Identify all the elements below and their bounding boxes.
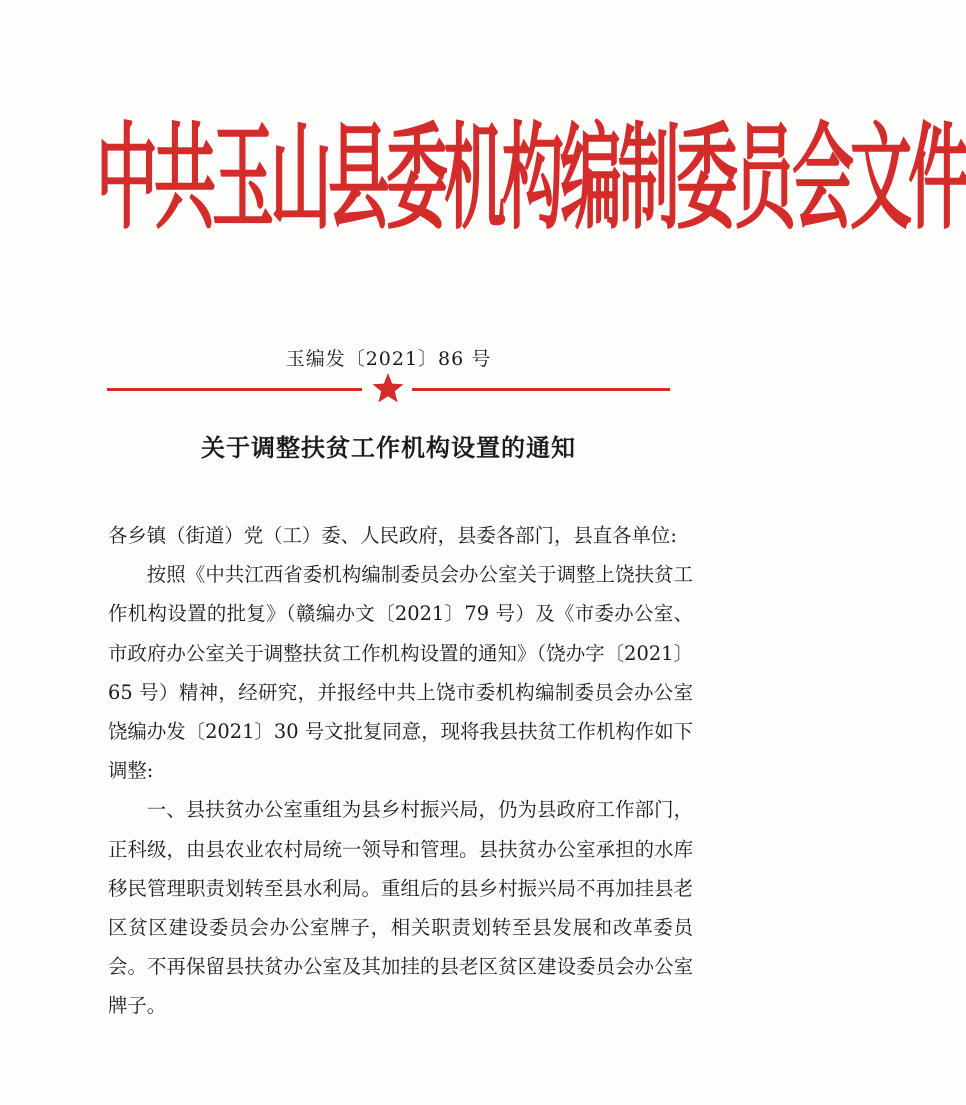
red-divider-right [412, 388, 670, 391]
star-icon [372, 372, 404, 404]
document-number: 玉编发〔2021〕86 号 [285, 348, 492, 370]
paragraph-1: 按照《中共江西省委机构编制委员会办公室关于调整上饶扶贫工作机构设置的批复》（赣编办文〔2021〕79 号）及《市委办公室、市政府办公室关于调整扶贫工作机构设置的通知》（饶办字〔2021〕65 号）精神，经研究，并报经中共上饶市委机构编制委员会办公室饶编办发〔2021〕30 号文批复同意，现将我县扶贫工作机构作如下调整: [108, 563, 693, 783]
paragraph-2: 一、县扶贫办公室重组为县乡村振兴局，仍为县政府工作部门，正科级，由县农业农村局统一领导和管理。县扶贫办公室承担的水库移民管理职责划转至县水利局。重组后的县乡村振兴局不再加挂县老区贫区建设委员会办公室牌子，相关职责划转至县发展和改革委员会。不再保留县扶贫办公室及其加挂的县老区贫区建设委员会办公室牌子。 [108, 798, 693, 1018]
document-body [108, 516, 693, 1026]
addressee: 各乡镇（街道）党（工）委、人民政府，县委各部门，县直各单位: [108, 524, 677, 547]
red-divider-left [107, 388, 362, 391]
org-masthead: 中共玉山县委机构编制委员会文件 [96, 109, 966, 246]
document-title: 关于调整扶贫工作机构设置的通知 [201, 433, 576, 462]
